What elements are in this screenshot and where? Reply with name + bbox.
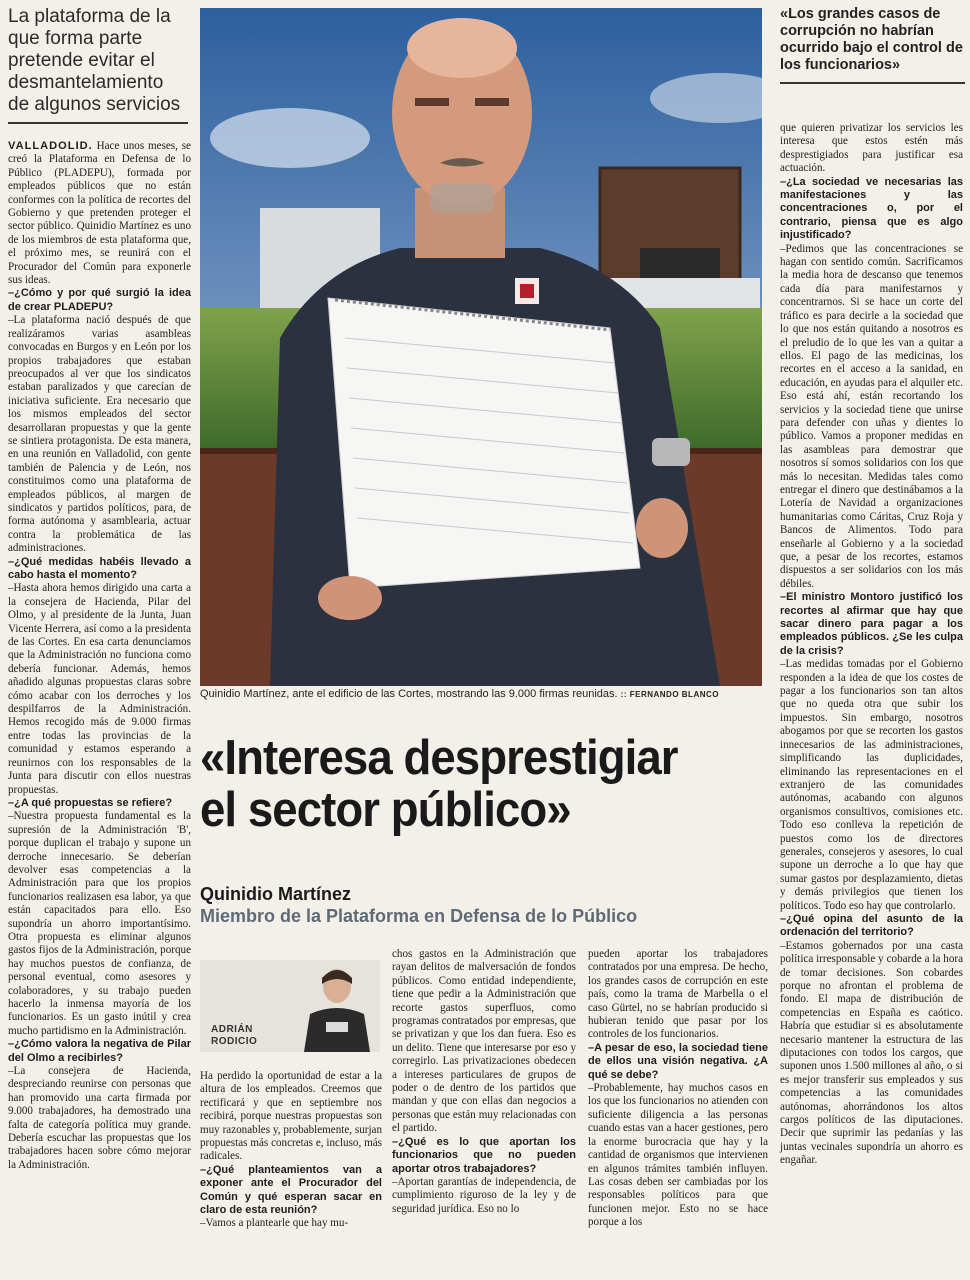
question: –El ministro Montoro justificó los recortes al afirmar que hay que sacar dinero para pagar a los empleados públicos. ¿Se les culpa de la crisis? (780, 591, 963, 657)
question: –¿Cómo valora la negativa de Pilar del Olmo a recibirles? (8, 1038, 191, 1064)
question: –¿Qué medidas habéis llevado a cabo hasta el momento? (8, 555, 191, 581)
author-last-name: RODICIO (211, 1036, 258, 1047)
question: –¿Qué es lo que aportan los funcionarios que no pueden aportar otros trabajadores? (392, 1135, 576, 1175)
author-first-name: ADRIÁN (211, 1024, 253, 1035)
article-column-4 (588, 948, 768, 1230)
author-byline (211, 1024, 257, 1048)
intro-text: Hace unos meses, se creó la Plataforma en Defensa de lo Público (PLADEPU), formada por empleados públicos que no están conformes con la política de recortes del Gobierno y que pretenden proteger el sector público. Quinidio Martínez es uno de los miembros de esta plataforma que, el próximo mes, se reunirá con el Procurador del Común para exponerle sus ideas. (8, 140, 191, 287)
question: –¿La sociedad ve necesarias las manifestaciones y las concentraciones o, por el contrario, piensa que es algo injustificado? (780, 175, 963, 242)
answer: –Nuestra propuesta fundamental es la supresión de la Administración 'B', porque duplican el trabajo y supone un derroche innecesario. Se deberían devolver esas competencias a la Administración para que los propios funcionarios realizasen esa labor, ya que están capacitados para ello. Eso supondría un ahorro importantísimo. Otra propuesta es eliminar algunos gastos fijos de la Administración, porque hay muchos puestos de confianza, de personal eventual, como asesores y colaboradores, y su trabajo pueden hacerlo la inmensa mayoría de los funcionarios. Es un gasto inútil y crea mucho partidismo en la Administración. (8, 810, 191, 1037)
subheadline: La plataforma de la que forma parte pretende evitar el desmantelamiento de algunos servicios (8, 6, 188, 124)
headline: «Interesa desprestigiar el sector público» (200, 731, 678, 837)
article-column-2 (200, 1070, 382, 1231)
answer: –Las medidas tomadas por el Gobierno responden a la idea de que los costes de pagar a los funcionarios son tan altos que no queda otra que subir los impuestos. Sin embargo, nosotros abogamos por que se recorten los gastos innecesarios de las administraciones, simplificando las duplicidades, eliminando las representaciones en el extranjero de las comunidades autónomas, acabando con algunos organismos consultivos, comisiones etc. Todo eso conlleva la repetición de puestos como los de directores generales, consejeros y asesores, lo cual supone un derroche a lo que hay que sumar gastos por desplazamiento, dietas y demás privilegios que tienen los políticos. Todo eso hay que controlarlo. (780, 658, 963, 912)
answer: que quieren privatizar los servicios les interesa que estos estén más desprestigiados para justificar esa actuación. (780, 122, 963, 175)
question: –¿A qué propuestas se refiere? (8, 796, 173, 809)
photo-caption (200, 688, 762, 700)
answer: –Probablemente, hay muchos casos en los que los funcionarios no atienden con suficiente diligencia a las personas cuando estas van a hacer gestiones, pero la enorme burocracia que hay y la cantidad de organismos que intervienen en algunos trámites también influyen. Las cosas deben ser cambiadas por los responsables políticos para que funcionen mejor. Esto no se hace porque a los (588, 1082, 768, 1229)
answer: Ha perdido la oportunidad de estar a la altura de los empleados. Creemos que rectificará y que en septiembre nos recibirá, porque nuestras propuestas son muy razonables y, probablemente, surjan propuestas más concretas e, incluso, más radicales. (200, 1070, 382, 1163)
answer: –Aportan garantías de independencia, de cumplimiento riguroso de la ley y de seguridad jurídica. Eso no lo (392, 1175, 576, 1215)
dateline: VALLADOLID. (8, 140, 93, 152)
photo-credit: :: FERNANDO BLANCO (620, 690, 719, 699)
answer: –Pedimos que las concentraciones se hagan con sentido común. Sacrificamos la media hora de descanso que tenemos cada día para manifestarnos y concentrarnos. Si se hace un corte del tráfico es para decirle a la sociedad que lo que nos están quitando a nosotros es el preludio de lo que les van a quitar a ellos. El pago de las medicinas, los recortes en el acceso a la sanidad, en educación, en ayudas para el alquiler etc. Eso está ahí, están recortando los servicios y la sociedad tiene que unirse para defender con uñas y dientes lo público. Vamos a proponer medidas en las asambleas para demostrar que nosotros sí somos solidarios con los que más lo necesitan. Medidas tales como entregar el dinero que destinábamos a la Lotería de Navidad a organizaciones humanitarias como Cáritas, Cruz Roja y Bancos de Alimentos. Todo para enseñarle al Gobierno y a la sociedad que, a pesar de los recortes, estamos dispuestos a ser solidarios con los más débiles. (780, 242, 963, 590)
pull-quote: «Los grandes casos de corrupción no habrían ocurrido bajo el control de los funcionarios» (780, 6, 965, 84)
answer: –La plataforma nació después de que realizáramos varias asambleas convocadas en Burgos y en León por los propios trabajadores que estaban preocupados al ver que los sindicatos estaban paralizados y que carecían de iniciativa suficiente. Era necesario que los mismos empleados del sector desarrollaran propuestas y que la gente se sintiera protagonista. De esta manera, en una reunión en Valladolid, con gente también de Palencia y de León, nos constituimos como una plataforma de empleados públicos, al margen de sindicatos y partidos políticos, para, de forma autónoma y asamblearia, actuar contra la problemática de las administraciones. (8, 314, 191, 555)
answer: chos gastos en la Administración que rayan delitos de malversación de fondos públicos. Como entidad independiente, tiene que pedir a la Administración que recorte gastos superfluos, como programas contratados por empresas, que se privatizan y que los dan fuera. Eso es un delito. Tiene que interesarse por eso y corregirlo. Las privatizaciones obedecen a intereses particulares de grupos de poder o de dentro de los partidos que mandan y que con ellas dan negocios a personas que están muy relacionadas con el partido. (392, 948, 576, 1135)
question: –A pesar de eso, la sociedad tiene de ellos una visión negativa. ¿A qué se debe? (588, 1041, 768, 1081)
main-photo (200, 8, 762, 686)
interviewee-role: Miembro de la Plataforma en Defensa de lo Público (200, 906, 638, 926)
article-column-5 (780, 122, 963, 1168)
answer: –Hasta ahora hemos dirigido una carta a la consejera de Hacienda, Pilar del Olmo, y al presidente de la Junta, Juan Vicente Herrera, así como a la presidenta de las Cortes. En esa carta denunciamos que la Administración no funciona como debería funcionar. Además, hemos añadido algunas propuestas claras sobre cómo acabar con los derroches y los despilfarros de la Administración. Hemos recogido más de 9.000 firmas entre todas las provincias de la comunidad y estamos esperando a reunirnos con los responsables de la Junta para discutir con ellos nuestras propuestas. (8, 582, 191, 796)
question: –¿Cómo y por qué surgió la idea de crear PLADEPU? (8, 287, 191, 313)
question: –¿Qué opina del asunto de la ordenación del territorio? (780, 912, 963, 939)
interviewee-name: Quinidio Martínez (200, 884, 351, 904)
answer: –Vamos a plantearle que hay mu- (200, 1217, 349, 1230)
question: –¿Qué planteamientos van a exponer ante el Procurador del Común y qué esperan sacar en claro de esta reunión? (200, 1163, 382, 1217)
caption-text: Quinidio Martínez, ante el edificio de las Cortes, mostrando las 9.000 firmas reunidas. (200, 688, 618, 700)
answer: –Estamos gobernados por una casta política irresponsable y cobarde a la hora de tomar decisiones. Son cobardes porque no afrontan el problema de fondo. El mapa de distribución de competencias en España es caótico. Habría que estudiar si es absolutamente necesario mantener la estructura de las diputaciones con todos los cargos, que suponen unos 1.500 millones al año, o si es mejor transferir sus empleados y sus competencias a las comunidades autónomas, ahorrándonos los altos cargos políticos de las diputaciones. Decir que suprimir las pedanías y las juntas vecinales supondría un ahorro es engañar. (780, 939, 963, 1167)
answer: pueden aportar los trabajadores contratados por una empresa. De hecho, los grandes casos de corrupción en este país, como la trama de Marbella o el caso Gürtel, no se habrían producido si hubieran tenido que pasar por los controles de los funcionarios. (588, 948, 768, 1041)
author-photo (298, 964, 376, 1052)
article-column-3 (392, 948, 576, 1216)
answer: –La consejera de Hacienda, despreciando reunirse con personas que han promovido una carta firmada por 9.000 trabajadores, ha demostrado una falta de categoría política muy grande. Debería escuchar las propuestas que los trabajadores hacen sobre cómo mejorar la Administración. (8, 1065, 191, 1171)
article-column-1 (8, 140, 191, 1172)
